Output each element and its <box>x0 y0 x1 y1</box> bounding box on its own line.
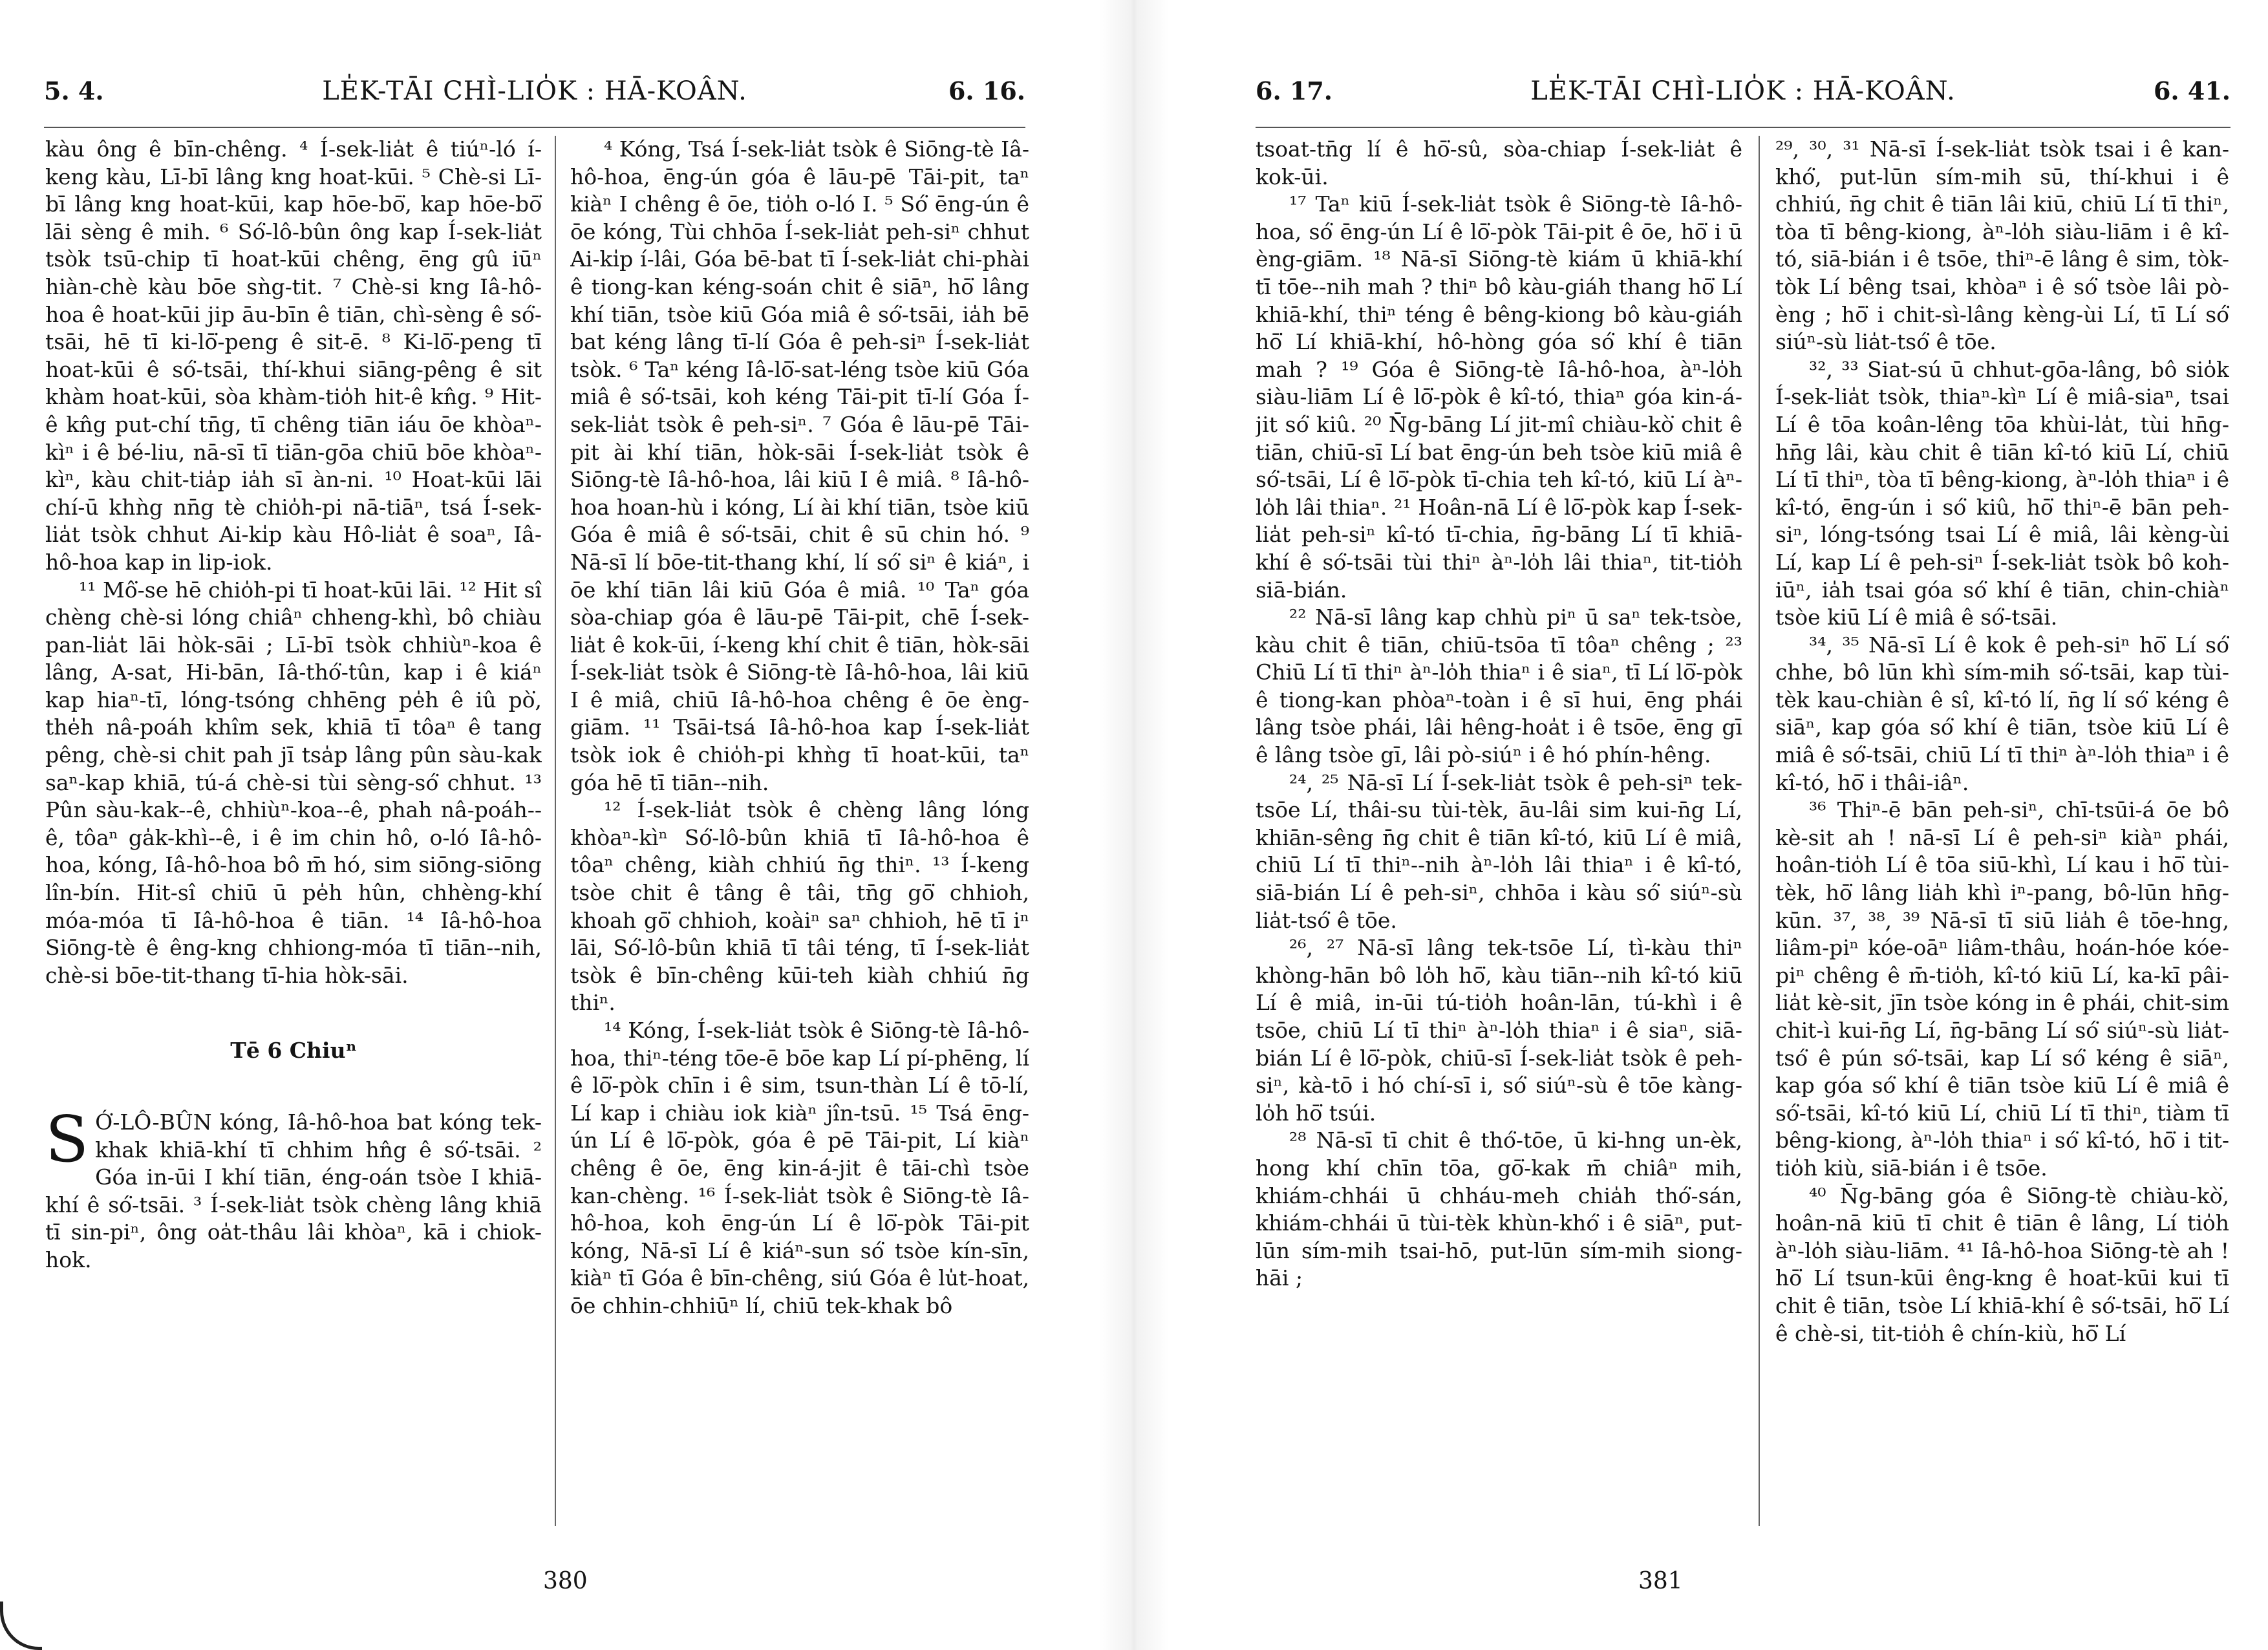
running-header <box>1256 76 2231 122</box>
paragraph: ³⁶ Thiⁿ-ē bān peh-siⁿ, chī-tsūi-á ōe bô kè-sit ah ! nā-sī Lí ê peh-siⁿ kiàⁿ phái, hoân-tio̍h Lí ê tōa siū-khì, Lí kau i hō͘ tùi-tèk, hō͘ lâng lia̍h khì iⁿ-pang, bô-lūn hn̄g-kūn. ³⁷, ³⁸, ³⁹ Nā-sī tī siū lia̍h ê tōe-hng, liâm-piⁿ kóe-oāⁿ liâm-thâu, hoán-hóe kóe-piⁿ chêng ê m̄-tio̍h, kî-tó kiū Lí, ka-kī pâi-lia̍t kè-sit, jīn tsòe kóng in ê phái, chit-sim chit-ì kui-n̄g Lí, n̄g-bāng Lí só͘ siúⁿ-sù lia̍t-tsó͘ ê pún só͘-tsāi, kap Lí só͘ kéng ê siāⁿ, kap góa só͘ khí ê tiān tsòe kiū Lí ê miâ ê só͘-tsāi, kî-tó kiū Lí, chiū Lí tī thiⁿ, tiàm tī bêng-kiong, àⁿ-lo̍h thiaⁿ i só͘ kî-tó, hō͘ i tit-tio̍h kiù, siā-bián i ê tsōe. <box>1775 797 2229 1181</box>
chapter-text: Ó͘-LÔ-BÛN kóng, Iâ-hô-hoa bat kóng tek-khak khiā-khí tī chhim hn̂g ê só͘-tsāi. ² Góa in-ūi I khí tiān, éng-oán tsòe I khiā-khí ê só͘-tsāi. ³ Í-sek-lia̍t tsòk chèng lâng khiā tī sin-piⁿ, ông oa̍t-thâu lâi khòaⁿ, kā i chiok-hok. <box>45 1109 542 1272</box>
drop-cap: S <box>45 1103 89 1177</box>
page-number: 381 <box>1638 1568 1683 1594</box>
paragraph: ²⁹, ³⁰, ³¹ Nā-sī Í-sek-lia̍t tsòk tsai i ê kan-khó͘, put-lūn sím-mih sū, thí-khui i ê chhiú, n̄g chit ê tiān lâi kiū, chiū Lí tī thiⁿ, tòa tī bêng-kiong, àⁿ-lo̍h siàu-liām i ê kî-tó, siā-bián i ê tsōe, thiⁿ-ē lâng ê sim, tòk-tòk Lí bêng tsai, khòaⁿ i ê só͘ tsòe lâi pò-èng ; hō͘ i chit-sì-lâng kèng-ùi Lí, tī Lí só͘ siúⁿ-sù lia̍t-tsó͘ ê tōe. <box>1775 136 2229 355</box>
running-header <box>44 76 1025 122</box>
paragraph: ²⁸ Nā-sī tī chit ê thó͘-tōe, ū ki-hng un-èk, hong khí chīn tōa, gō͘-kak m̄ chiâⁿ mih, khiám-chhái ū chháu-meh chia̍h thó͘-sán, khiám-chhái ū tùi-tèk khùn-khó͘ i ê siāⁿ, put-lūn sím-mih tsai-hō, put-lūn sím-mih siong-hāi ; <box>1256 1128 1742 1291</box>
header-title: LE̍K-TĀI CHÌ-LIO̍K : HĀ-KOÂN. <box>322 76 747 106</box>
paragraph: kàu ông ê bīn-chêng. ⁴ Í-sek-lia̍t ê tiúⁿ-ló í-keng kàu, Lī-bī lâng kng hoat-kūi. ⁵ Chè-si Lī-bī lâng kng hoat-kūi, kap hōe-bō͘, kap hōe-bō͘ lāi sèng ê mih. ⁶ Só͘-lô-bûn ông kap Í-sek-lia̍t tsòk tsū-chip tī hoat-kūi chêng, ēng gû iūⁿ hiàn-chè kàu bōe sǹg-tit. ⁷ Chè-si kng Iâ-hô-hoa ê hoat-kūi jip āu-bīn ê tiān, chì-sèng ê só͘-tsāi, hē tī ki-lō͘-peng ê sit-ē. ⁸ Ki-lō͘-peng tī hoat-kūi ê só͘-tsāi, thí-khui siāng-pêng ê sit khàm hoat-kūi, sòa khàm-tio̍h hit-ê kn̂g. ⁹ Hit-ê kn̂g put-chí tn̄g, tī chêng tiān iáu ōe khòaⁿ-kìⁿ i ê bé-liu, nā-sī tī tiān-gōa chiū bōe khòaⁿ-kìⁿ, kàu chit-tia̍p ia̍h sī àn-ni. ¹⁰ Hoat-kūi lāi chí-ū khǹg nn̄g tè chio̍h-pi nā-tiāⁿ, tsá Í-sek-lia̍t tsòk chhut Ai-ki̍p kàu Hô-lia̍t ê soaⁿ, Iâ-hô-hoa kap in lip-iok. <box>45 136 542 575</box>
paragraph: ¹¹ Mô͘-se hē chio̍h-pi tī hoat-kūi lāi. ¹² Hit sî chèng chè-si lóng chiâⁿ chheng-khì, bô chiàu pan-lia̍t lāi hòk-sāi ; Lī-bī tsòk chhiùⁿ-koa ê lâng, A-sat, Hi-bān, Iâ-thó͘-tûn, kap i ê kiáⁿ kap hiaⁿ-tī, lóng-tsóng chhēng pe̍h ê iû pò͘, the̍h nâ-poáh khîm sek, khiā tī tôaⁿ ê tang pêng, chè-si chit pah jī tsa̍p lâng pûn sàu-kak saⁿ-kap khiā, tú-á chè-si tùi sèng-só͘ chhut. ¹³ Pûn sàu-kak--ê, chhiùⁿ-koa--ê, phah nâ-poáh--ê, tôaⁿ ga̍k-khì--ê, i ê im chin hô, o-ló Iâ-hô-hoa, kóng, Iâ-hô-hoa bô m̄ hó, sim siōng-siōng lîn-bín. Hit-sî chiū ū pe̍h hûn, chhèng-khí móa-móa tī Iâ-hô-hoa ê tiān. ¹⁴ Iâ-hô-hoa Siōng-tè ê êng-kng chhiong-móa tī tiān--nih, chè-si bōe-tit-thang tī-hia hòk-sāi. <box>45 577 542 988</box>
paragraph: ²² Nā-sī lâng kap chhù piⁿ ū saⁿ tek-tsòe, kàu chit ê tiān, chiū-tsōa tī tôaⁿ chêng ; ²³ Chiū Lí tī thiⁿ àⁿ-lo̍h thiaⁿ i ê siaⁿ, tī Lí lō͘-pòk ê tiong-kan phòaⁿ-toàn i ê sī hui, ēng phái lâng tsòe phái, lâi hêng-hoa̍t i ê tsōe, ēng gī ê lâng tsòe gī, lâi pò-siúⁿ i ê hó phín-hêng. <box>1256 605 1742 768</box>
paragraph: ¹⁷ Taⁿ kiū Í-sek-lia̍t tsòk ê Siōng-tè Iâ-hô-hoa, só͘ ēng-ún Lí ê lō͘-pòk Tāi-pit ê ōe, hō͘ i ū èng-giām. ¹⁸ Nā-sī Siōng-tè kiám ū khiā-khí tī tōe--nih mah ? thiⁿ bô kàu-giáh thang hō͘ Lí khiā-khí, thiⁿ téng ê bêng-kiong bô kàu-giáh hō͘ Lí khiā-khí, hô-hòng góa só͘ khí ê tiān mah ? ¹⁹ Góa ê Siōng-tè Iâ-hô-hoa, àⁿ-lo̍h siàu-liām Lí ê lō͘-pòk ê kî-tó, thiaⁿ góa kin-á-jit só͘ kiû. ²⁰ N̄g-bāng Lí jit-mî chiàu-kò͘ chit ê tiān, chiū-sī Lí bat ēng-ún beh tsòe kiū miâ ê só͘-tsāi, Lí ê lō͘-pòk tī-chia teh kî-tó, kiū Lí àⁿ-lo̍h lâi thiaⁿ. ²¹ Hoân-nā Lí ê lō͘-pòk kap Í-sek-lia̍t peh-siⁿ kî-tó tī-chia, n̄g-bāng Lí tī khiā-khí ê só͘-tsāi tùi thiⁿ àⁿ-lo̍h lâi thiaⁿ, tit-tio̍h siā-bián. <box>1256 191 1742 603</box>
right-page <box>1134 0 2268 1650</box>
text-column-left <box>45 136 542 1558</box>
text-column-left <box>1256 136 1742 1558</box>
header-left-reference: 6. 17. <box>1256 76 1333 105</box>
paragraph: ²⁴, ²⁵ Nā-sī Lí Í-sek-lia̍t tsòk ê peh-siⁿ tek-tsōe Lí, thâi-su tùi-tèk, āu-lâi sim kui-n̄g Lí, khiān-sêng n̄g chit ê tiān kî-tó, kiū Lí ê miâ, chiū Lí tī thiⁿ--nih àⁿ-lo̍h lâi thiaⁿ i ê kî-tó, siā-bián Lí ê peh-siⁿ, chhōa i kàu só͘ siúⁿ-sù lia̍t-tsó͘ ê tōe. <box>1256 769 1742 933</box>
paragraph: ⁴⁰ N̄g-bāng góa ê Siōng-tè chiàu-kò͘, hoân-nā kiū tī chit ê tiān ê lâng, Lí tio̍h àⁿ-lo̍h siàu-liām. ⁴¹ Iâ-hô-hoa Siōng-tè ah ! hō͘ Lí tsun-kūi êng-kng ê hoat-kūi kui tī chit ê tiān, tsòe Lí khiā-khí ê só͘-tsāi, hō͘ Lí ê chè-si, tit-tio̍h ê chín-kiù, hō͘ Lí <box>1775 1183 2229 1346</box>
chapter-opening-paragraph <box>45 1103 542 1274</box>
header-left-reference: 5. 4. <box>44 76 104 105</box>
text-column-right <box>570 136 1029 1558</box>
book-gutter <box>1099 0 1169 1650</box>
column-divider <box>1759 136 1760 1526</box>
header-right-reference: 6. 16. <box>948 76 1025 105</box>
column-divider <box>555 136 556 1526</box>
text-column-right <box>1775 136 2229 1558</box>
paragraph: tsoat-tn̄g lí ê hō͘-sû, sòa-chiap Í-sek-lia̍t ê kok-ūi. <box>1256 136 1742 189</box>
header-rule <box>1256 127 2231 128</box>
paragraph: ²⁶, ²⁷ Nā-sī lâng tek-tsōe Lí, tì-kàu thiⁿ khòng-hān bô lo̍h hō͘, kàu tiān--nih kî-tó kiū Lí ê miâ, in-ūi tú-tio̍h hoân-lān, tú-khì i ê tsōe, chiū Lí tī thiⁿ àⁿ-lo̍h thiaⁿ i ê siaⁿ, siā-bián Lí ê lō͘-pòk, chiū-sī Í-sek-lia̍t tsòk ê peh-siⁿ, kà-tō i hó chí-sī i, só͘ siúⁿ-sù ê tōe kàng-lo̍h hō͘ tsúi. <box>1256 935 1742 1126</box>
page-number: 380 <box>543 1568 588 1594</box>
paragraph: ¹² Í-sek-lia̍t tsòk ê chèng lâng lóng khòaⁿ-kìⁿ Só͘-lô-bûn khiā tī Iâ-hô-hoa ê tôaⁿ chêng, kiàh chhiú n̄g thiⁿ. ¹³ Í-keng tsòe chit ê tâng ê tâi, tn̄g gō͘ chhioh, khoah gō͘ chhioh, koàiⁿ saⁿ chhioh, hē tī iⁿ lāi, Só͘-lô-bûn khiā tī tâi téng, tī Í-sek-lia̍t tsòk ê bīn-chêng kūi-teh kiàh chhiú n̄g thiⁿ. <box>570 797 1029 1016</box>
paragraph: ⁴ Kóng, Tsá Í-sek-lia̍t tsòk ê Siōng-tè Iâ-hô-hoa, ēng-ún góa ê lāu-pē Tāi-pit, taⁿ kiàⁿ I chêng ê ōe, tio̍h o-ló I. ⁵ Só͘ ēng-ún ê ōe kóng, Tùi chhōa Í-sek-lia̍t peh-siⁿ chhut Ai-ki̍p í-lâi, Góa bē-bat tī Í-sek-lia̍t chi-phài ê tiong-kan kéng-soán chit ê siāⁿ, hō͘ lâng khí tiān, tsòe kiū Góa miâ ê só͘-tsāi, ia̍h bē bat kéng lâng tī-lí Góa ê peh-siⁿ Í-sek-lia̍t tsòk. ⁶ Taⁿ kéng Iâ-lō͘-sat-léng tsòe kiū Góa miâ ê só͘-tsāi, koh kéng Tāi-pit tī-lí Góa Í-sek-lia̍t tsòk ê peh-siⁿ. ⁷ Góa ê lāu-pē Tāi-pit ài khí tiān, hòk-sāi Í-sek-lia̍t tsòk ê Siōng-tè Iâ-hô-hoa, lâi kiū I ê miâ. ⁸ Iâ-hô-hoa hoan-hù i kóng, Lí ài khí tiān, tsòe kiū Góa ê miâ ê só͘-tsāi, chit ê sū chin hó. ⁹ Nā-sī lí bōe-tit-thang khí, lí só͘ siⁿ ê kiáⁿ, i ōe khí tiān lâi kiū Góa ê miâ. ¹⁰ Taⁿ góa sòa-chiap góa ê lāu-pē Tāi-pit, chē Í-sek-lia̍t ê kok-ūi, í-keng khí chit ê tiān, hòk-sāi Í-sek-lia̍t tsòk ê Siōng-tè Iâ-hô-hoa, lâi kiū I ê miâ, chiū Iâ-hô-hoa chêng ê ōe èng-giām. ¹¹ Tsāi-tsá Iâ-hô-hoa kap Í-sek-lia̍t tsòk iok ê chio̍h-pi khǹg tī hoat-kūi, taⁿ góa hē tī tiān--nih. <box>570 136 1029 795</box>
header-right-reference: 6. 41. <box>2153 76 2231 105</box>
paragraph: ³², ³³ Siat-sú ū chhut-gōa-lâng, bô sio̍k Í-sek-lia̍t tsòk, thiaⁿ-kìⁿ Lí ê miâ-siaⁿ, tsai Lí ê tōa koân-lêng tōa khùi-la̍t, tùi hn̄g-hn̄g lâi, kàu chit ê tiān kî-tó kiū Lí, chiū Lí tī thiⁿ, tòa tī bêng-kiong, àⁿ-lo̍h thiaⁿ i ê kî-tó, ēng-ún i só͘ kiû, hō͘ thiⁿ-ē bān peh-siⁿ, lóng-tsóng tsai Lí ê miâ, lâi kèng-ùi Lí, kap Lí ê peh-siⁿ Í-sek-lia̍t tsòk bô koh-iūⁿ, ia̍h tsai góa só͘ khí ê tiān, chin-chiàⁿ tsòe kiū Lí ê miâ ê só͘-tsāi. <box>1775 356 2229 630</box>
paragraph: ³⁴, ³⁵ Nā-sī Lí ê kok ê peh-siⁿ hō͘ Lí só͘ chhe, bô lūn khì sím-mih só͘-tsāi, kap tùi-tèk kau-chiàn ê sî, kî-tó lí, n̄g lí só͘ kéng ê siāⁿ, kap góa só͘ khí ê tiān, tsòe kiū Lí ê miâ ê só͘-tsāi, chiū Lí tī thiⁿ àⁿ-lo̍h thiaⁿ i ê kî-tó, hō͘ i thâi-iâⁿ. <box>1775 632 2229 795</box>
header-rule <box>44 127 1025 128</box>
chapter-heading: Tē 6 Chiuⁿ <box>230 1038 357 1064</box>
paragraph: ¹⁴ Kóng, Í-sek-lia̍t tsòk ê Siōng-tè Iâ-hô-hoa, thiⁿ-téng tōe-ē bōe kap Lí pí-phēng, lí ê lō͘-pòk chīn i ê sim, tsun-thàn Lí ê tō-lí, Lí kap i chiàu iok kiàⁿ jîn-tsū. ¹⁵ Tsá ēng-ún Lí ê lō͘-pòk, góa ê pē Tāi-pit, Lí kiàⁿ chêng ê ōe, ēng kin-á-jit ê tāi-chì tsòe kan-chèng. ¹⁶ Í-sek-lia̍t tsòk ê Siōng-tè Iâ-hô-hoa, koh ēng-ún Lí ê lō͘-pòk Tāi-pit kóng, Nā-sī Lí ê kiáⁿ-sun só͘ tsòe kín-sīn, kiàⁿ tī Góa ê bīn-chêng, siú Góa ê lu̍t-hoat, ōe chhin-chhiūⁿ lí, chiū tek-khak bô <box>570 1018 1029 1318</box>
header-title: LE̍K-TĀI CHÌ-LIO̍K : HĀ-KOÂN. <box>1530 76 1956 106</box>
